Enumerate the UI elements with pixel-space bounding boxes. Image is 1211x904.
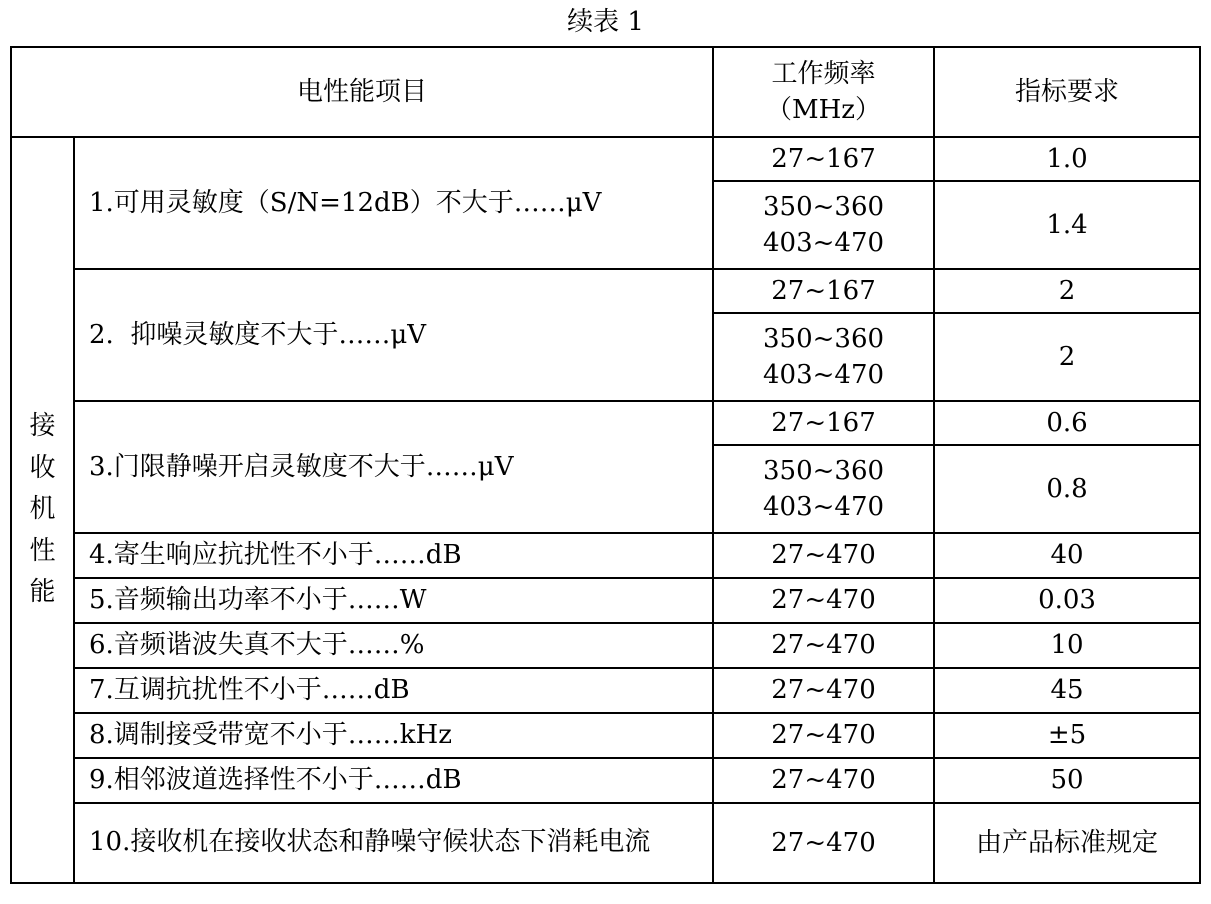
item-cell: 1.可用灵敏度（S/N=12dB）不大于……μV: [74, 137, 713, 269]
item-cell: 4.寄生响应抗扰性不小于……dB: [74, 533, 713, 578]
freq-value: 27~167: [771, 143, 876, 174]
table-row: [11, 533, 1200, 578]
table-row: [11, 758, 1200, 803]
requirement-cell: 2: [934, 313, 1200, 401]
requirement-cell: 1.4: [934, 181, 1200, 269]
table-row: [11, 623, 1200, 668]
requirement-cell: ±5: [934, 713, 1200, 758]
freq-value: 403~470: [762, 360, 885, 390]
freq-cell: [713, 313, 934, 401]
freq-cell: [713, 137, 934, 181]
group-label: 接收机性能: [29, 411, 56, 608]
item-cell: 2. 抑噪灵敏度不大于……μV: [74, 269, 713, 401]
header-frequency-unit: （MHz）: [766, 95, 882, 125]
table-row: [11, 578, 1200, 623]
freq-value: 403~470: [762, 492, 885, 522]
freq-cell: 27~470: [713, 578, 934, 623]
freq-value: 403~470: [762, 228, 885, 258]
table-row: [11, 713, 1200, 758]
freq-value: 350~360: [762, 191, 885, 222]
requirement-cell: 1.0: [934, 137, 1200, 181]
item-cell: 9.相邻波道选择性不小于……dB: [74, 758, 713, 803]
freq-value: 27~167: [771, 407, 876, 438]
header-requirement: 指标要求: [934, 47, 1200, 137]
requirement-cell: 0.6: [934, 401, 1200, 445]
requirement-cell: 0.03: [934, 578, 1200, 623]
requirement-cell: 0.8: [934, 445, 1200, 533]
freq-cell: [713, 445, 934, 533]
requirement-cell: 45: [934, 668, 1200, 713]
header-item: 电性能项目: [11, 47, 713, 137]
requirement-cell: 50: [934, 758, 1200, 803]
item-cell: 7.互调抗扰性不小于……dB: [74, 668, 713, 713]
item-cell: 3.门限静噪开启灵敏度不大于……μV: [74, 401, 713, 533]
freq-value: 350~360: [762, 455, 885, 486]
freq-cell: [713, 269, 934, 313]
item-cell: 6.音频谐波失真不大于……%: [74, 623, 713, 668]
table-row: [11, 803, 1200, 883]
freq-cell: 27~470: [713, 713, 934, 758]
item-cell: 8.调制接受带宽不小于……kHz: [74, 713, 713, 758]
freq-value: 27~167: [771, 275, 876, 306]
freq-cell: 27~470: [713, 533, 934, 578]
table-caption: 续表 1: [567, 7, 644, 37]
table-row: [11, 401, 1200, 445]
freq-cell: [713, 181, 934, 269]
freq-cell: 27~470: [713, 623, 934, 668]
table-row: [11, 269, 1200, 313]
table-row: [11, 668, 1200, 713]
freq-cell: [713, 401, 934, 445]
item-cell: 5.音频输出功率不小于……W: [74, 578, 713, 623]
header-frequency: [713, 47, 934, 137]
requirement-cell: 由产品标准规定: [934, 803, 1200, 883]
header-row: [11, 47, 1200, 137]
header-frequency-label: 工作频率: [771, 58, 876, 89]
requirement-cell: 10: [934, 623, 1200, 668]
item-cell: 10.接收机在接收状态和静噪守候状态下消耗电流: [74, 803, 713, 883]
requirement-cell: 40: [934, 533, 1200, 578]
freq-value: 350~360: [762, 323, 885, 354]
freq-cell: 27~470: [713, 668, 934, 713]
freq-cell: 27~470: [713, 803, 934, 883]
spec-table: [10, 46, 1201, 884]
table-row: [11, 137, 1200, 181]
freq-cell: 27~470: [713, 758, 934, 803]
group-label-cell: [11, 137, 74, 883]
requirement-cell: 2: [934, 269, 1200, 313]
